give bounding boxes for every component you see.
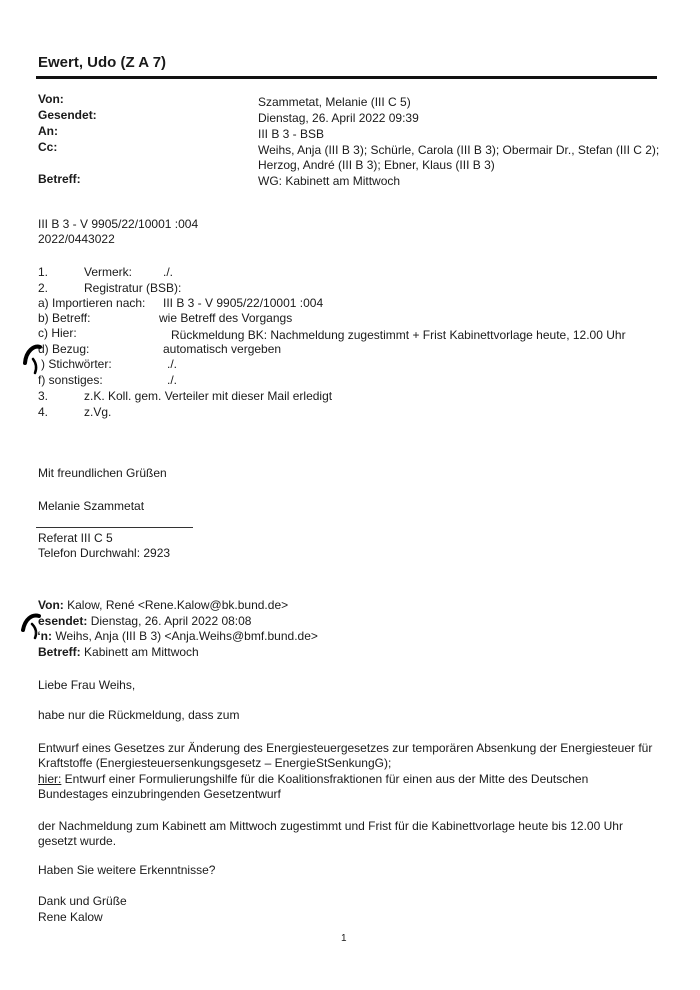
forward-gesendet-label: esendet: bbox=[38, 614, 88, 628]
subject-value: WG: Kabinett am Mittwoch bbox=[258, 174, 401, 188]
hier-list-label: c) Hier: bbox=[38, 326, 77, 340]
sent-date-value: Dienstag, 26. April 2022 09:39 bbox=[258, 111, 419, 125]
document-number: 2022/0443022 bbox=[38, 232, 115, 246]
betreff-list-label: b) Betreff: bbox=[38, 311, 91, 325]
von-label: Von: bbox=[38, 92, 64, 106]
forward-betreff-label: Betreff: bbox=[38, 645, 81, 659]
question-line: Haben Sie weitere Erkenntnisse? bbox=[38, 863, 216, 877]
stichwoerter-label: ) Stichwörter: bbox=[41, 357, 112, 371]
forward-von-row bbox=[38, 598, 288, 612]
an-label: An: bbox=[38, 124, 58, 138]
forward-betreff-value: Kabinett am Mittwoch bbox=[84, 645, 199, 659]
closing-greeting: Mit freundlichen Grüßen bbox=[38, 466, 167, 480]
punch-mark-1 bbox=[22, 341, 42, 375]
betreff-list-value: wie Betreff des Vorgangs bbox=[159, 311, 293, 325]
body-paragraph-2-line-4: Bundestages einzubringenden Gesetzentwurf bbox=[38, 787, 281, 801]
list-number-2: 2. bbox=[38, 281, 49, 295]
list-item-3: z.K. Koll. gem. Verteiler mit dieser Mail erledigt bbox=[84, 389, 333, 403]
sonstiges-label: f) sonstiges: bbox=[38, 373, 103, 387]
referat-line: Referat III C 5 bbox=[38, 531, 113, 545]
title-rule bbox=[36, 76, 657, 79]
list-item-4: z.Vg. bbox=[84, 405, 112, 419]
thanks-line: Dank und Grüße bbox=[38, 894, 127, 908]
body-paragraph-3-line-2: gesetzt wurde. bbox=[38, 834, 117, 848]
document-title: Ewert, Udo (Z A 7) bbox=[38, 54, 167, 71]
import-value: III B 3 - V 9905/22/10001 :004 bbox=[163, 296, 324, 310]
vermerk-label: Vermerk: bbox=[84, 265, 133, 279]
list-number-1: 1. bbox=[38, 265, 49, 279]
body-paragraph-2-line-3-text: Entwurf einer Formulierungshilfe für die Koalitionsfraktionen für einen aus der Mitte des Deutschen bbox=[61, 772, 589, 786]
forward-an-value: Weihs, Anja (III B 3) <Anja.Weihs@bmf.bund.de> bbox=[55, 629, 318, 643]
forward-von-value: Kalow, René <Rene.Kalow@bk.bund.de> bbox=[67, 598, 289, 612]
gesendet-label: Gesendet: bbox=[38, 108, 97, 122]
import-label: a) Importieren nach: bbox=[38, 296, 146, 310]
signature-divider bbox=[36, 527, 193, 528]
bezug-label: d) Bezug: bbox=[38, 342, 90, 356]
cc-label: Cc: bbox=[38, 140, 58, 154]
body-paragraph-2-line-1: Entwurf eines Gesetzes zur Änderung des Energiesteuergesetzes zur temporären Absenkung der Energiesteuer für bbox=[38, 741, 653, 755]
body-paragraph-2-line-3 bbox=[38, 772, 588, 786]
betreff-label: Betreff: bbox=[38, 172, 81, 186]
registratur-label: Registratur (BSB): bbox=[84, 281, 182, 295]
body-paragraph-1: habe nur die Rückmeldung, dass zum bbox=[38, 708, 240, 722]
bezug-value: automatisch vergeben bbox=[163, 342, 282, 356]
stichwoerter-value: ./. bbox=[167, 357, 178, 371]
body-paragraph-3-line-1: der Nachmeldung zum Kabinett am Mittwoch zugestimmt und Frist für die Kabinettvorlage heute bis 12.00 Uhr bbox=[38, 819, 623, 833]
reference-number: III B 3 - V 9905/22/10001 :004 bbox=[38, 217, 199, 231]
forward-an-row bbox=[34, 629, 318, 643]
sonstiges-value: ./. bbox=[167, 373, 178, 387]
forward-gesendet-value: Dienstag, 26. April 2022 08:08 bbox=[90, 614, 252, 628]
forward-betreff-row bbox=[38, 645, 199, 659]
salutation: Liebe Frau Weihs, bbox=[38, 678, 136, 692]
hier-list-value: Rückmeldung BK: Nachmeldung zugestimmt + Frist Kabinettvorlage heute, 12.00 Uhr bbox=[171, 328, 626, 342]
hier-underlined: hier: bbox=[38, 772, 62, 786]
forward-von-label: Von: bbox=[38, 598, 64, 612]
cc-value-line2: Herzog, André (III B 3); Ebner, Klaus (III B 3) bbox=[258, 158, 495, 172]
forward-gesendet-row bbox=[38, 614, 251, 628]
cc-value-line1: Weihs, Anja (III B 3); Schürle, Carola (III B 3); Obermair Dr., Stefan (III C 2); bbox=[258, 143, 660, 157]
page-number: 1 bbox=[341, 933, 347, 944]
forward-an-label: ’‘n: bbox=[34, 629, 52, 643]
phone-line: Telefon Durchwahl: 2923 bbox=[38, 546, 171, 560]
list-number-3: 3. bbox=[38, 389, 49, 403]
sender-value: Szammetat, Melanie (III C 5) bbox=[258, 95, 411, 109]
body-paragraph-2-line-2: Kraftstoffe (Energiesteuersenkungsgesetz – EnergieStSenkungG); bbox=[38, 756, 392, 770]
vermerk-value: ./. bbox=[163, 265, 174, 279]
closing-name: Melanie Szammetat bbox=[38, 499, 145, 513]
signature-name: Rene Kalow bbox=[38, 910, 103, 924]
list-number-4: 4. bbox=[38, 405, 49, 419]
recipient-value: III B 3 - BSB bbox=[258, 127, 325, 141]
